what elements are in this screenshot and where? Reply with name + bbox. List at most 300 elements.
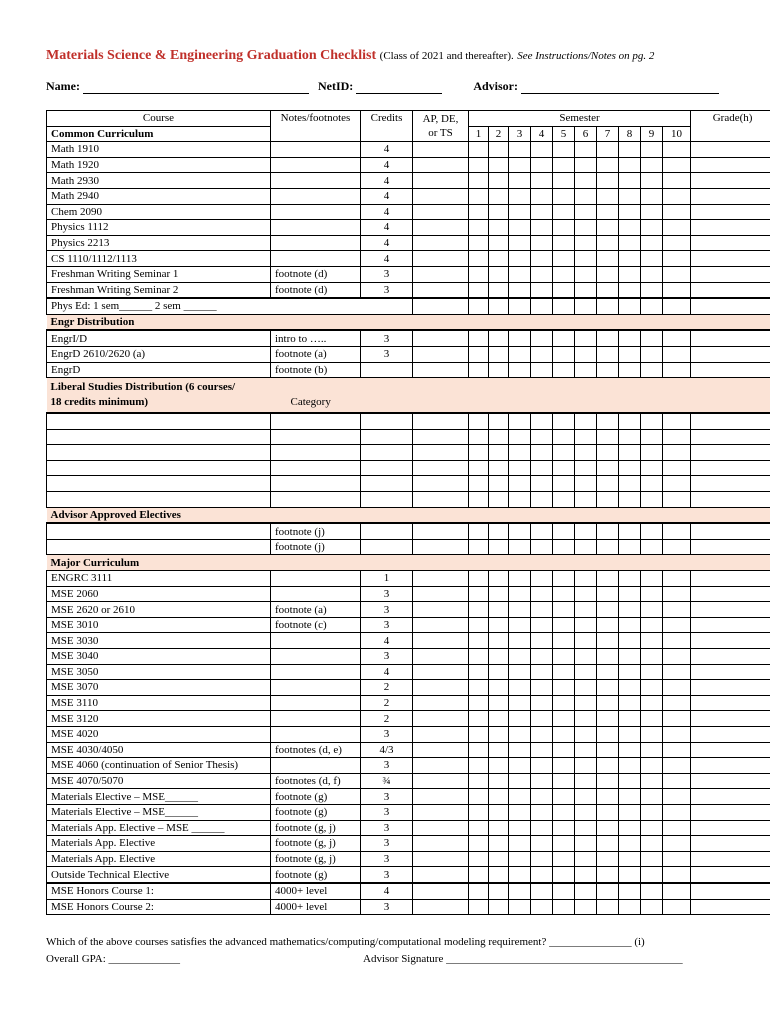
semester-cell[interactable] <box>575 742 597 758</box>
semester-cell[interactable] <box>531 445 553 461</box>
semester-cell[interactable] <box>469 586 489 602</box>
grade-cell[interactable] <box>691 157 770 173</box>
semester-cell[interactable] <box>641 413 663 429</box>
semester-cell[interactable] <box>575 413 597 429</box>
semester-cell[interactable] <box>619 899 641 915</box>
semester-cell[interactable] <box>531 649 553 665</box>
course-name[interactable] <box>47 413 271 429</box>
semester-cell[interactable] <box>553 711 575 727</box>
semester-cell[interactable] <box>597 362 619 378</box>
semester-cell[interactable] <box>531 633 553 649</box>
semester-cell[interactable] <box>469 773 489 789</box>
semester-cell[interactable] <box>619 445 641 461</box>
semester-cell[interactable] <box>663 695 691 711</box>
semester-cell[interactable] <box>553 330 575 346</box>
ap-de-cell[interactable] <box>413 445 469 461</box>
semester-cell[interactable] <box>489 346 509 362</box>
semester-cell[interactable] <box>575 330 597 346</box>
semester-cell[interactable] <box>509 836 531 852</box>
semester-cell[interactable] <box>597 251 619 267</box>
semester-cell[interactable] <box>531 758 553 774</box>
semester-cell[interactable] <box>641 173 663 189</box>
semester-cell[interactable] <box>531 539 553 555</box>
grade-cell[interactable] <box>691 235 770 251</box>
ap-de-cell[interactable] <box>413 173 469 189</box>
semester-cell[interactable] <box>597 142 619 158</box>
grade-cell[interactable] <box>691 711 770 727</box>
grade-cell[interactable] <box>691 476 770 492</box>
advisor-field[interactable] <box>521 81 719 94</box>
semester-cell[interactable] <box>619 204 641 220</box>
ap-de-cell[interactable] <box>413 346 469 362</box>
semester-cell[interactable] <box>575 695 597 711</box>
semester-cell[interactable] <box>575 773 597 789</box>
semester-cell[interactable] <box>553 726 575 742</box>
semester-cell[interactable] <box>489 157 509 173</box>
semester-cell[interactable] <box>641 726 663 742</box>
semester-cell[interactable] <box>553 586 575 602</box>
ap-de-cell[interactable] <box>413 362 469 378</box>
semester-cell[interactable] <box>469 251 489 267</box>
grade-cell[interactable] <box>691 204 770 220</box>
semester-cell[interactable] <box>575 460 597 476</box>
semester-cell[interactable] <box>553 266 575 282</box>
semester-cell[interactable] <box>663 726 691 742</box>
semester-cell[interactable] <box>575 204 597 220</box>
semester-cell[interactable] <box>553 298 575 314</box>
semester-cell[interactable] <box>641 142 663 158</box>
semester-cell[interactable] <box>641 330 663 346</box>
course-credits[interactable] <box>361 460 413 476</box>
semester-cell[interactable] <box>531 282 553 298</box>
semester-cell[interactable] <box>597 586 619 602</box>
semester-cell[interactable] <box>489 804 509 820</box>
semester-cell[interactable] <box>663 773 691 789</box>
semester-cell[interactable] <box>619 266 641 282</box>
grade-cell[interactable] <box>691 362 770 378</box>
semester-cell[interactable] <box>509 804 531 820</box>
semester-cell[interactable] <box>469 330 489 346</box>
semester-cell[interactable] <box>619 346 641 362</box>
semester-cell[interactable] <box>575 445 597 461</box>
course-category[interactable] <box>271 460 361 476</box>
semester-cell[interactable] <box>641 204 663 220</box>
semester-cell[interactable] <box>509 220 531 236</box>
semester-cell[interactable] <box>509 476 531 492</box>
semester-cell[interactable] <box>575 251 597 267</box>
semester-cell[interactable] <box>597 282 619 298</box>
semester-cell[interactable] <box>619 282 641 298</box>
ap-de-cell[interactable] <box>413 867 469 883</box>
semester-cell[interactable] <box>663 899 691 915</box>
grade-cell[interactable] <box>691 726 770 742</box>
semester-cell[interactable] <box>641 523 663 539</box>
semester-cell[interactable] <box>663 235 691 251</box>
semester-cell[interactable] <box>509 413 531 429</box>
grade-cell[interactable] <box>691 571 770 587</box>
semester-cell[interactable] <box>489 820 509 836</box>
semester-cell[interactable] <box>509 188 531 204</box>
semester-cell[interactable] <box>575 429 597 445</box>
semester-cell[interactable] <box>619 298 641 314</box>
ap-de-cell[interactable] <box>413 773 469 789</box>
semester-cell[interactable] <box>663 804 691 820</box>
ap-de-cell[interactable] <box>413 586 469 602</box>
semester-cell[interactable] <box>663 298 691 314</box>
semester-cell[interactable] <box>663 346 691 362</box>
semester-cell[interactable] <box>597 726 619 742</box>
grade-cell[interactable] <box>691 492 770 508</box>
course-category[interactable] <box>271 492 361 508</box>
semester-cell[interactable] <box>509 346 531 362</box>
semester-cell[interactable] <box>531 851 553 867</box>
semester-cell[interactable] <box>663 758 691 774</box>
semester-cell[interactable] <box>509 633 531 649</box>
semester-cell[interactable] <box>619 586 641 602</box>
semester-cell[interactable] <box>597 220 619 236</box>
semester-cell[interactable] <box>509 586 531 602</box>
semester-cell[interactable] <box>531 413 553 429</box>
semester-cell[interactable] <box>469 867 489 883</box>
semester-cell[interactable] <box>553 773 575 789</box>
semester-cell[interactable] <box>663 282 691 298</box>
semester-cell[interactable] <box>597 867 619 883</box>
semester-cell[interactable] <box>509 742 531 758</box>
semester-cell[interactable] <box>531 820 553 836</box>
name-field[interactable] <box>83 81 309 94</box>
semester-cell[interactable] <box>619 726 641 742</box>
grade-cell[interactable] <box>691 251 770 267</box>
semester-cell[interactable] <box>619 742 641 758</box>
semester-cell[interactable] <box>469 883 489 899</box>
semester-cell[interactable] <box>553 523 575 539</box>
semester-cell[interactable] <box>553 742 575 758</box>
semester-cell[interactable] <box>663 251 691 267</box>
semester-cell[interactable] <box>575 664 597 680</box>
grade-cell[interactable] <box>691 773 770 789</box>
semester-cell[interactable] <box>619 633 641 649</box>
semester-cell[interactable] <box>509 142 531 158</box>
semester-cell[interactable] <box>663 429 691 445</box>
semester-cell[interactable] <box>509 362 531 378</box>
semester-cell[interactable] <box>531 220 553 236</box>
semester-cell[interactable] <box>531 571 553 587</box>
semester-cell[interactable] <box>469 742 489 758</box>
semester-cell[interactable] <box>553 429 575 445</box>
semester-cell[interactable] <box>663 157 691 173</box>
ap-de-cell[interactable] <box>413 726 469 742</box>
grade-cell[interactable] <box>691 883 770 899</box>
ap-de-cell[interactable] <box>413 188 469 204</box>
semester-cell[interactable] <box>509 680 531 696</box>
semester-cell[interactable] <box>641 851 663 867</box>
semester-cell[interactable] <box>509 695 531 711</box>
semester-cell[interactable] <box>469 523 489 539</box>
semester-cell[interactable] <box>619 251 641 267</box>
semester-cell[interactable] <box>597 789 619 805</box>
course-name[interactable] <box>47 429 271 445</box>
course-category[interactable] <box>271 413 361 429</box>
semester-cell[interactable] <box>489 758 509 774</box>
semester-cell[interactable] <box>509 330 531 346</box>
grade-cell[interactable] <box>691 266 770 282</box>
semester-cell[interactable] <box>469 173 489 189</box>
ap-de-cell[interactable] <box>413 680 469 696</box>
semester-cell[interactable] <box>663 413 691 429</box>
semester-cell[interactable] <box>663 204 691 220</box>
semester-cell[interactable] <box>531 204 553 220</box>
semester-cell[interactable] <box>663 851 691 867</box>
semester-cell[interactable] <box>597 617 619 633</box>
semester-cell[interactable] <box>489 711 509 727</box>
semester-cell[interactable] <box>663 836 691 852</box>
ap-de-cell[interactable] <box>413 204 469 220</box>
semester-cell[interactable] <box>553 680 575 696</box>
semester-cell[interactable] <box>489 266 509 282</box>
grade-cell[interactable] <box>691 789 770 805</box>
semester-cell[interactable] <box>553 362 575 378</box>
grade-cell[interactable] <box>691 742 770 758</box>
semester-cell[interactable] <box>489 867 509 883</box>
semester-cell[interactable] <box>597 742 619 758</box>
grade-cell[interactable] <box>691 851 770 867</box>
semester-cell[interactable] <box>619 695 641 711</box>
semester-cell[interactable] <box>597 820 619 836</box>
semester-cell[interactable] <box>469 789 489 805</box>
ap-de-cell[interactable] <box>413 282 469 298</box>
semester-cell[interactable] <box>597 773 619 789</box>
grade-cell[interactable] <box>691 695 770 711</box>
semester-cell[interactable] <box>619 460 641 476</box>
semester-cell[interactable] <box>663 789 691 805</box>
semester-cell[interactable] <box>469 726 489 742</box>
semester-cell[interactable] <box>619 220 641 236</box>
semester-cell[interactable] <box>553 789 575 805</box>
ap-de-cell[interactable] <box>413 711 469 727</box>
course-name[interactable] <box>47 492 271 508</box>
ap-de-cell[interactable] <box>413 820 469 836</box>
ap-de-cell[interactable] <box>413 266 469 282</box>
course-credits[interactable] <box>361 413 413 429</box>
semester-cell[interactable] <box>575 346 597 362</box>
semester-cell[interactable] <box>509 867 531 883</box>
semester-cell[interactable] <box>619 142 641 158</box>
semester-cell[interactable] <box>619 157 641 173</box>
grade-cell[interactable] <box>691 758 770 774</box>
semester-cell[interactable] <box>597 429 619 445</box>
semester-cell[interactable] <box>663 492 691 508</box>
semester-cell[interactable] <box>663 571 691 587</box>
semester-cell[interactable] <box>641 346 663 362</box>
semester-cell[interactable] <box>575 680 597 696</box>
semester-cell[interactable] <box>575 476 597 492</box>
semester-cell[interactable] <box>531 492 553 508</box>
semester-cell[interactable] <box>509 445 531 461</box>
semester-cell[interactable] <box>597 235 619 251</box>
semester-cell[interactable] <box>597 523 619 539</box>
course-credits[interactable] <box>361 476 413 492</box>
semester-cell[interactable] <box>597 460 619 476</box>
semester-cell[interactable] <box>509 204 531 220</box>
semester-cell[interactable] <box>553 346 575 362</box>
semester-cell[interactable] <box>531 711 553 727</box>
semester-cell[interactable] <box>553 664 575 680</box>
semester-cell[interactable] <box>531 586 553 602</box>
ap-de-cell[interactable] <box>413 742 469 758</box>
semester-cell[interactable] <box>575 602 597 618</box>
semester-cell[interactable] <box>663 742 691 758</box>
semester-cell[interactable] <box>619 867 641 883</box>
semester-cell[interactable] <box>489 742 509 758</box>
grade-cell[interactable] <box>691 220 770 236</box>
semester-cell[interactable] <box>641 602 663 618</box>
ap-de-cell[interactable] <box>413 235 469 251</box>
semester-cell[interactable] <box>531 173 553 189</box>
semester-cell[interactable] <box>469 220 489 236</box>
semester-cell[interactable] <box>553 204 575 220</box>
semester-cell[interactable] <box>469 266 489 282</box>
semester-cell[interactable] <box>597 804 619 820</box>
semester-cell[interactable] <box>575 523 597 539</box>
semester-cell[interactable] <box>509 173 531 189</box>
semester-cell[interactable] <box>531 836 553 852</box>
semester-cell[interactable] <box>575 820 597 836</box>
semester-cell[interactable] <box>509 539 531 555</box>
semester-cell[interactable] <box>489 476 509 492</box>
semester-cell[interactable] <box>597 711 619 727</box>
semester-cell[interactable] <box>469 235 489 251</box>
semester-cell[interactable] <box>619 523 641 539</box>
ap-de-cell[interactable] <box>413 617 469 633</box>
semester-cell[interactable] <box>597 680 619 696</box>
semester-cell[interactable] <box>641 633 663 649</box>
course-category[interactable] <box>271 476 361 492</box>
semester-cell[interactable] <box>641 758 663 774</box>
semester-cell[interactable] <box>469 460 489 476</box>
course-category[interactable] <box>271 429 361 445</box>
semester-cell[interactable] <box>509 883 531 899</box>
grade-cell[interactable] <box>691 298 770 314</box>
semester-cell[interactable] <box>597 633 619 649</box>
ap-de-cell[interactable] <box>413 836 469 852</box>
grade-cell[interactable] <box>691 460 770 476</box>
semester-cell[interactable] <box>509 899 531 915</box>
semester-cell[interactable] <box>575 539 597 555</box>
semester-cell[interactable] <box>553 157 575 173</box>
semester-cell[interactable] <box>553 445 575 461</box>
semester-cell[interactable] <box>575 789 597 805</box>
semester-cell[interactable] <box>597 649 619 665</box>
semester-cell[interactable] <box>575 362 597 378</box>
semester-cell[interactable] <box>597 758 619 774</box>
semester-cell[interactable] <box>489 773 509 789</box>
semester-cell[interactable] <box>509 851 531 867</box>
semester-cell[interactable] <box>469 539 489 555</box>
semester-cell[interactable] <box>619 820 641 836</box>
phys-ed-row[interactable]: Phys Ed: 1 sem______ 2 sem ______ <box>47 298 413 314</box>
semester-cell[interactable] <box>597 173 619 189</box>
semester-cell[interactable] <box>531 602 553 618</box>
semester-cell[interactable] <box>469 633 489 649</box>
semester-cell[interactable] <box>575 266 597 282</box>
semester-cell[interactable] <box>489 251 509 267</box>
semester-cell[interactable] <box>553 602 575 618</box>
semester-cell[interactable] <box>641 539 663 555</box>
semester-cell[interactable] <box>531 235 553 251</box>
semester-cell[interactable] <box>575 758 597 774</box>
semester-cell[interactable] <box>619 883 641 899</box>
semester-cell[interactable] <box>575 883 597 899</box>
semester-cell[interactable] <box>553 235 575 251</box>
semester-cell[interactable] <box>469 445 489 461</box>
semester-cell[interactable] <box>641 617 663 633</box>
semester-cell[interactable] <box>489 492 509 508</box>
semester-cell[interactable] <box>509 157 531 173</box>
semester-cell[interactable] <box>469 476 489 492</box>
grade-cell[interactable] <box>691 142 770 158</box>
semester-cell[interactable] <box>489 695 509 711</box>
semester-cell[interactable] <box>531 188 553 204</box>
semester-cell[interactable] <box>469 429 489 445</box>
semester-cell[interactable] <box>663 523 691 539</box>
semester-cell[interactable] <box>469 899 489 915</box>
semester-cell[interactable] <box>641 867 663 883</box>
semester-cell[interactable] <box>469 649 489 665</box>
semester-cell[interactable] <box>663 445 691 461</box>
semester-cell[interactable] <box>641 188 663 204</box>
semester-cell[interactable] <box>489 142 509 158</box>
semester-cell[interactable] <box>641 362 663 378</box>
semester-cell[interactable] <box>553 173 575 189</box>
semester-cell[interactable] <box>553 851 575 867</box>
ap-de-cell[interactable] <box>413 330 469 346</box>
semester-cell[interactable] <box>641 235 663 251</box>
semester-cell[interactable] <box>531 773 553 789</box>
course-name[interactable] <box>47 523 271 539</box>
semester-cell[interactable] <box>553 804 575 820</box>
semester-cell[interactable] <box>553 251 575 267</box>
ap-de-cell[interactable] <box>413 851 469 867</box>
semester-cell[interactable] <box>663 476 691 492</box>
ap-de-cell[interactable] <box>413 571 469 587</box>
semester-cell[interactable] <box>663 649 691 665</box>
semester-cell[interactable] <box>489 851 509 867</box>
semester-cell[interactable] <box>597 346 619 362</box>
grade-cell[interactable] <box>691 173 770 189</box>
semester-cell[interactable] <box>509 492 531 508</box>
semester-cell[interactable] <box>641 742 663 758</box>
semester-cell[interactable] <box>575 492 597 508</box>
ap-de-cell[interactable] <box>413 251 469 267</box>
semester-cell[interactable] <box>575 188 597 204</box>
semester-cell[interactable] <box>619 413 641 429</box>
ap-de-cell[interactable] <box>413 602 469 618</box>
semester-cell[interactable] <box>597 157 619 173</box>
semester-cell[interactable] <box>619 492 641 508</box>
ap-de-cell[interactable] <box>413 758 469 774</box>
semester-cell[interactable] <box>489 413 509 429</box>
semester-cell[interactable] <box>663 664 691 680</box>
semester-cell[interactable] <box>489 836 509 852</box>
semester-cell[interactable] <box>553 220 575 236</box>
semester-cell[interactable] <box>575 851 597 867</box>
course-name[interactable]: MSE Honors Course 1: <box>47 883 271 899</box>
semester-cell[interactable] <box>531 362 553 378</box>
semester-cell[interactable] <box>509 773 531 789</box>
semester-cell[interactable] <box>575 298 597 314</box>
ap-de-cell[interactable] <box>413 633 469 649</box>
semester-cell[interactable] <box>575 899 597 915</box>
